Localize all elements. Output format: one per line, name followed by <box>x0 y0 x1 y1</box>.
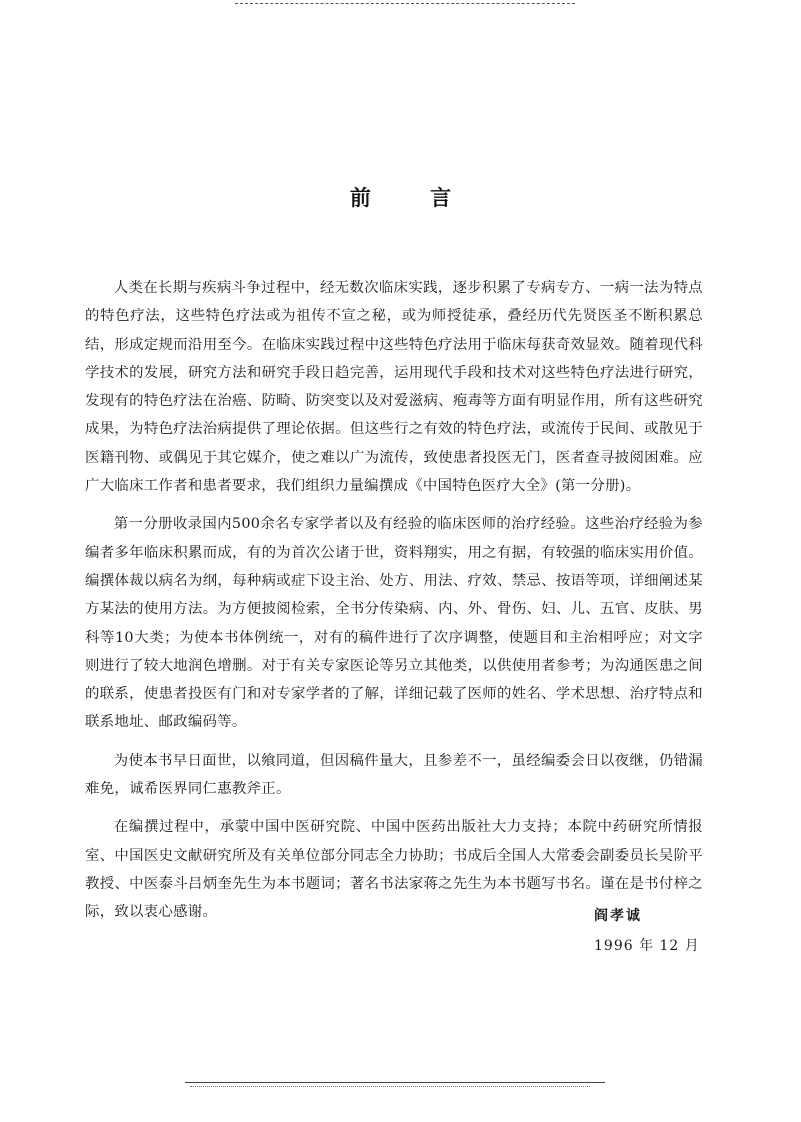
paragraph-4: 在编撰过程中，承蒙中国中医研究院、中国中医药出版社大力支持；本院中药研究所情报室、中国医史文献研究所及有关单位部分同志全力协助；书成后全国人大常委会副委员长吴阶平教授、中医泰斗吕炳奎先生为本书题词；著名书法家蒋之先生为本书题写书名。谨在是书付梓之际，致以衷心感谢。 <box>85 819 703 921</box>
paragraph-3: 为使本书早日面世，以飨同道，但因稿件量大，且参差不一，虽经编委会日以夜继，仍错漏难免，诚希医界同仁惠教斧正。 <box>85 752 703 798</box>
scan-artifact-bottom <box>185 1082 605 1083</box>
preface-date: 1996 年 12 月 <box>594 938 700 954</box>
paragraph-2: 第一分册收录国内500余名专家学者以及有经验的临床医师的治疗经验。这些治疗经验为参编者多年临床积累而成，有的为首次公诸于世，资料翔实，用之有据，有较强的临床实用价值。编撰体裁以病名为纲，每种病或症下设主治、处方、用法、疗效、禁忌、按语等项，详细阐述某方某法的使用方法。为方便披阅检索，全书分传染病、内、外、骨伤、妇、儿、五官、皮肤、男科等10大类；为使本书体例统一，对有的稿件进行了次序调整，使题目和主治相呼应；对文字则进行了较大地润色增删。对于有关专家医论等另立其他类，以供使用者参考；为沟通医患之间的联系，使患者投医有门和对专家学者的了解，详细记载了医师的姓名、学术思想、治疗特点和联系地址、邮政编码等。 <box>85 516 703 731</box>
scan-artifact-bottom-2 <box>190 1086 590 1087</box>
scan-artifact-top <box>235 3 575 4</box>
preface-body <box>85 274 703 937</box>
paragraph-1: 人类在长期与疾病斗争过程中，经无数次临床实践，逐步积累了专病专方、一病一法为特点的特色疗法，这些特色疗法或为祖传不宣之秘，或为师授徒承，叠经历代先贤医圣不断积累总结，形成定规而沿用至今。在临床实践过程中这些特色疗法用于临床每获奇效显效。随着现代科学技术的发展，研究方法和研究手段日趋完善，运用现代手段和技术对这些特色疗法进行研究，发现有的特色疗法在治癌、防畸、防突变以及对爱滋病、疱毒等方面有明显作用，所有这些研究成果，为特色疗法治病提供了理论依据。但这些行之有效的特色疗法，或流传于民间、或散见于医籍刊物、或偶见于其它媒介，使之难以广为流传，致使患者投医无门，医者查寻披阅困难。应广大临床工作者和患者要求，我们组织力量编撰成《中国特色医疗大全》(第一分册)。 <box>85 280 703 495</box>
author-signature: 阎孝诚 <box>594 908 642 924</box>
page-title: 前 言 <box>349 186 478 211</box>
